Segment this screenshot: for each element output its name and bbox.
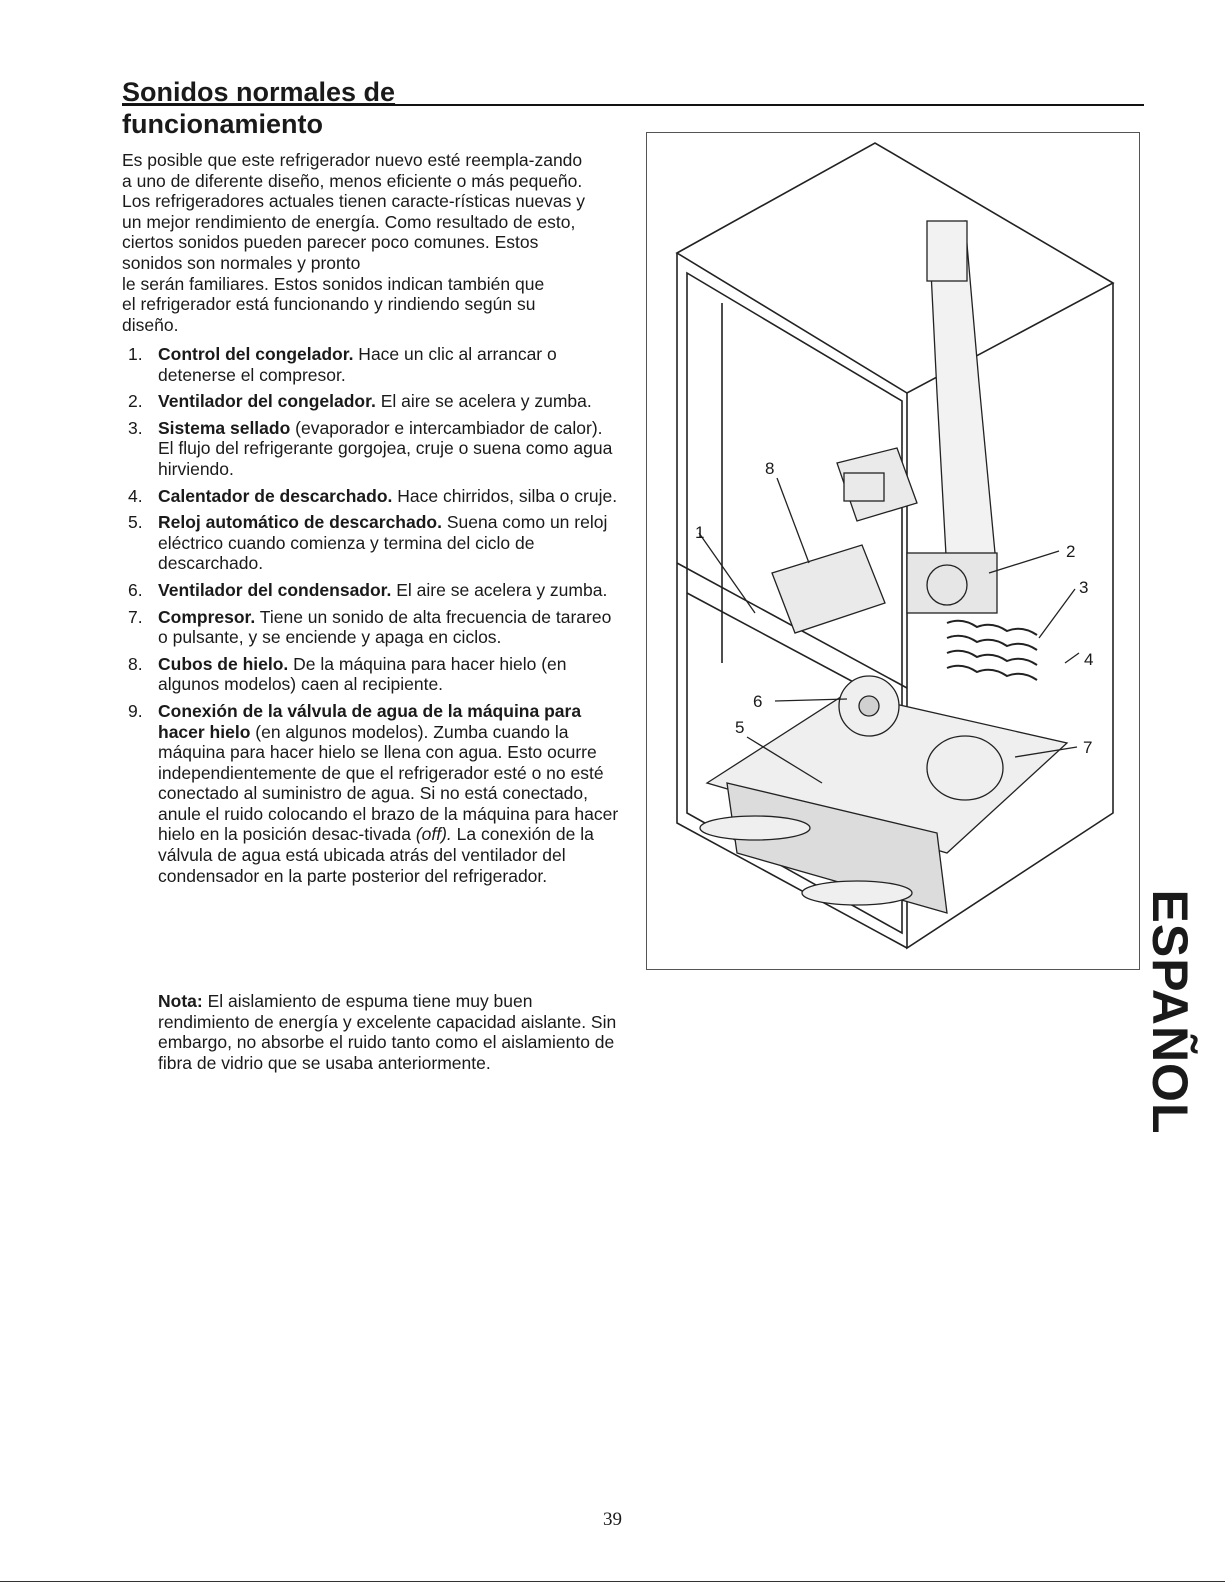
leader-3 — [1039, 589, 1075, 638]
item-text: El aire se acelera y zumba. — [375, 391, 592, 412]
callout-3: 3 — [1079, 578, 1089, 597]
duct-top-grille — [927, 221, 967, 281]
item-number: 7. — [128, 606, 143, 627]
callout-2: 2 — [1066, 542, 1076, 561]
page-number: 39 — [603, 1509, 622, 1530]
cabinet-top — [677, 143, 1113, 393]
kick-plate-slot — [802, 881, 912, 905]
item-text: (en algunos modelos). Zumba cuando la máquina para hacer hielo se llena con agua. Esto ocurre independientemente de que el refrigerador esté o no esté conectado al suministro de agua. Si no está conectado, anule el ruido colocando el brazo de la máquina para hacer hielo en la posición desac-tivada — [158, 721, 619, 845]
coil-loop — [947, 651, 1037, 665]
heading-line-1: Sonidos normales de — [122, 77, 396, 107]
item-number: 6. — [128, 579, 143, 600]
callout-6: 6 — [753, 692, 763, 711]
intro-line: ciertos sonidos pueden parecer poco comunes. Estos — [122, 232, 539, 253]
list-item — [122, 607, 622, 648]
item-number: 3. — [128, 417, 143, 438]
callout-8: 8 — [765, 459, 775, 478]
heading-line-2: funcionamiento — [122, 109, 323, 139]
intro-line: Es posible que este refrigerador nuevo esté reempla-zando — [122, 150, 583, 170]
leader-8 — [777, 478, 809, 563]
intro-line: sonidos son normales y pronto — [122, 252, 361, 273]
item-text: Hace chirridos, silba o cruje. — [392, 485, 618, 506]
list-item — [122, 344, 622, 385]
leader-4 — [1065, 653, 1079, 663]
item-term: Compresor. — [158, 606, 256, 627]
condenser-fan-hub — [859, 696, 879, 716]
fan-motor — [927, 565, 967, 605]
list-item — [122, 418, 622, 480]
item-term: Calentador de descarchado. — [158, 485, 393, 506]
intro-line: Los refrigeradores actuales tienen caracte-rísticas nuevas y — [122, 191, 586, 212]
note-term: Nota: — [158, 991, 203, 1011]
callout-7: 7 — [1083, 738, 1093, 757]
compressor — [927, 736, 1003, 800]
ice-maker — [772, 448, 917, 633]
item-number: 8. — [128, 653, 143, 674]
item-term: Sistema sellado — [158, 417, 291, 438]
item-term: Control del congelador. — [158, 344, 354, 364]
ice-maker-grid — [844, 473, 884, 501]
item-term: Cubos de hielo. — [158, 653, 289, 674]
intro-line: a uno de diferente diseño, menos eficiente o más pequeño. — [122, 170, 583, 191]
item-number: 5. — [128, 512, 143, 533]
language-label: ESPAÑOL — [1142, 889, 1198, 1135]
ice-bin — [772, 545, 885, 633]
heading-rule — [122, 104, 1144, 106]
duct-assembly — [927, 221, 995, 573]
item-text: Tiene un sonido de alta frecuencia de tarareo o pulsante, y se enciende y apaga en ciclos. — [158, 606, 612, 648]
list-item — [122, 486, 622, 507]
intro-line: diseño. — [122, 314, 179, 335]
item-term: Conexión de la válvula de agua de la máquina para hacer hielo — [158, 700, 582, 742]
item-text: Suena como un reloj eléctrico cuando comienza y termina del ciclo de descarchado. — [158, 512, 608, 574]
note-text: El aislamiento de espuma tiene muy buen rendimiento de energía y excelente capacidad aislante. Sin embargo, no absorbe el ruido tanto como el aislamiento de fibra de vidrio que se usaba anteriormente. — [158, 991, 617, 1073]
intro-line: el refrigerador está funcionando y rindiendo según su — [122, 294, 536, 315]
callout-1: 1 — [695, 523, 705, 542]
coil-loop — [947, 666, 1037, 680]
item-text-continued: La conexión de la válvula de agua está ubicada atrás del ventilador del condensador en la parte posterior del refrigerador. — [158, 824, 594, 886]
leader-2 — [989, 551, 1059, 573]
item-number: 2. — [128, 391, 143, 412]
refrigerator-illustration — [647, 133, 1139, 969]
freezer-fan — [907, 553, 997, 613]
leader-1 — [699, 533, 755, 613]
list-item — [122, 580, 622, 601]
item-term: Ventilador del condensador. — [158, 579, 392, 600]
list-item — [122, 701, 622, 886]
intro-paragraph — [122, 150, 622, 335]
item-number: 9. — [128, 700, 143, 721]
item-term: Ventilador del congelador. — [158, 391, 376, 412]
item-text: Hace un clic al arrancar o detenerse el compresor. — [158, 344, 557, 385]
list-item — [122, 391, 622, 412]
intro-line: un mejor rendimiento de energía. Como resultado de esto, — [122, 211, 576, 232]
kick-plate-slot — [700, 816, 810, 840]
callout-4: 4 — [1084, 650, 1094, 669]
condenser-coil — [947, 621, 1037, 680]
language-tab — [1144, 887, 1196, 1137]
intro-line: le serán familiares. Estos sonidos indican también que — [122, 273, 545, 294]
machine-compartment — [700, 676, 1067, 913]
list-item — [122, 512, 622, 574]
section-heading — [122, 76, 1142, 140]
callout-5: 5 — [735, 718, 745, 737]
bottom-rule — [0, 1581, 1225, 1582]
coil-loop — [947, 636, 1037, 650]
note-paragraph — [158, 991, 618, 1073]
item-italic: (off). — [415, 824, 452, 845]
item-text: De la máquina para hacer hielo (en algunos modelos) caen al recipiente. — [158, 653, 567, 695]
item-number: 4. — [128, 485, 143, 506]
coil-loop — [947, 621, 1037, 635]
item-term: Reloj automático de descarchado. — [158, 512, 442, 533]
item-text: El aire se acelera y zumba. — [391, 579, 608, 600]
item-number: 1. — [128, 344, 143, 364]
item-text: (evaporador e intercambiador de calor). El flujo del refrigerante gorgojea, cruje o suena como agua hirviendo. — [158, 417, 613, 479]
list-item — [122, 654, 622, 695]
refrigerator-diagram — [646, 132, 1140, 970]
sounds-list — [122, 344, 622, 892]
